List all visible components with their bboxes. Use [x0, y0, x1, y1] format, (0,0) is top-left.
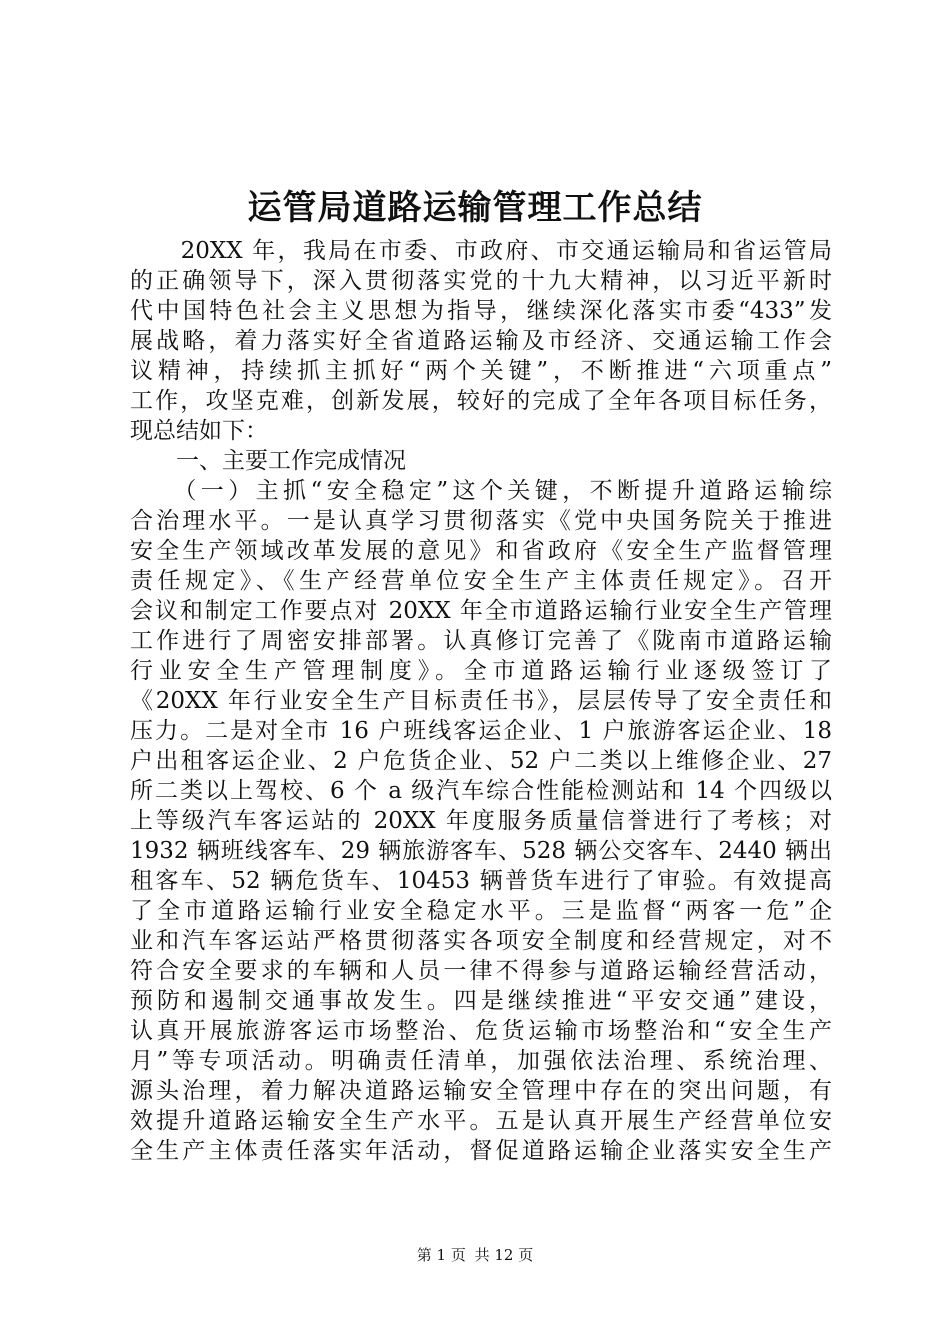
text-line: 上等级汽车客运站的 20XX 年度服务质量信誉进行了考核；对	[130, 808, 832, 834]
text-line: 业和汽车客运站严格贯彻落实各项安全制度和经营规定，对不	[130, 928, 832, 954]
text-line: 月”等专项活动。明确责任清单，加强依法治理、系统治理、	[130, 1048, 832, 1074]
text-line: 户出租客运企业、2 户危货企业、52 户二类以上维修企业、27	[130, 748, 832, 774]
text-line: 《20XX 年行业安全生产目标责任书》，层层传导了安全责任和	[130, 688, 832, 714]
text-line: 全生产主体责任落实年活动，督促道路运输企业落实安全生产	[130, 1138, 832, 1164]
text-line: 所二类以上驾校、6 个 a 级汽车综合性能检测站和 14 个四级以	[130, 778, 832, 804]
text-line: 现总结如下：	[130, 418, 268, 444]
text-line: 源头治理，着力解决道路运输安全管理中存在的突出问题，有	[130, 1078, 832, 1104]
text-line: 工作进行了周密安排部署。认真修订完善了《陇南市道路运输	[130, 628, 832, 654]
text-line: 代中国特色社会主义思想为指导，继续深化落实市委“433”发	[130, 298, 832, 324]
text-line: 会议和制定工作要点对 20XX 年全市道路运输行业安全生产管理	[130, 598, 832, 624]
text-line: 安全生产领域改革发展的意见》和省政府《安全生产监督管理	[130, 538, 832, 564]
page-footer	[0, 1245, 950, 1265]
text-line: 1932 辆班线客车、29 辆旅游客车、528 辆公交客车、2440 辆出	[130, 838, 832, 864]
text-line: 工作，攻坚克难，创新发展，较好的完成了全年各项目标任务，	[130, 388, 832, 414]
section-heading: 一、主要工作完成情况	[130, 448, 406, 474]
text-line: 了全市道路运输行业安全稳定水平。三是监督“两客一危”企	[130, 898, 832, 924]
text-line: 责任规定》、《生产经营单位安全生产主体责任规定》。召开	[130, 568, 832, 594]
text-line: （一）主抓“安全稳定”这个关键，不断提升道路运输综	[130, 478, 832, 504]
text-line: 20XX 年，我局在市委、市政府、市交通运输局和省运管局	[130, 238, 832, 264]
text-line: 合治理水平。一是认真学习贯彻落实《党中央国务院关于推进	[130, 508, 832, 534]
text-line: 的正确领导下，深入贯彻落实党的十九大精神，以习近平新时	[130, 268, 832, 294]
text-line: 行业安全生产管理制度》。全市道路运输行业逐级签订了	[130, 658, 832, 684]
text-line: 议精神，持续抓主抓好“两个关键”，不断推进“六项重点”	[130, 358, 832, 384]
text-line: 租客车、52 辆危货车、10453 辆普货车进行了审验。有效提高	[130, 868, 832, 894]
total-pages: 共 12 页	[474, 1246, 534, 1264]
page-number: 第 1 页	[416, 1246, 466, 1264]
text-line: 认真开展旅游客运市场整治、危货运输市场整治和“安全生产	[130, 1018, 832, 1044]
text-line: 压力。二是对全市 16 户班线客运企业、1 户旅游客运企业、18	[130, 718, 832, 744]
text-line: 预防和遏制交通事故发生。四是继续推进“平安交通”建设，	[130, 988, 832, 1014]
text-line: 符合安全要求的车辆和人员一律不得参与道路运输经营活动，	[130, 958, 832, 984]
document-body	[130, 236, 832, 1166]
text-line: 展战略，着力落实好全省道路运输及市经济、交通运输工作会	[130, 328, 832, 354]
document-title: 运管局道路运输管理工作总结	[247, 188, 703, 228]
text-line: 效提升道路运输安全生产水平。五是认真开展生产经营单位安	[130, 1108, 832, 1134]
